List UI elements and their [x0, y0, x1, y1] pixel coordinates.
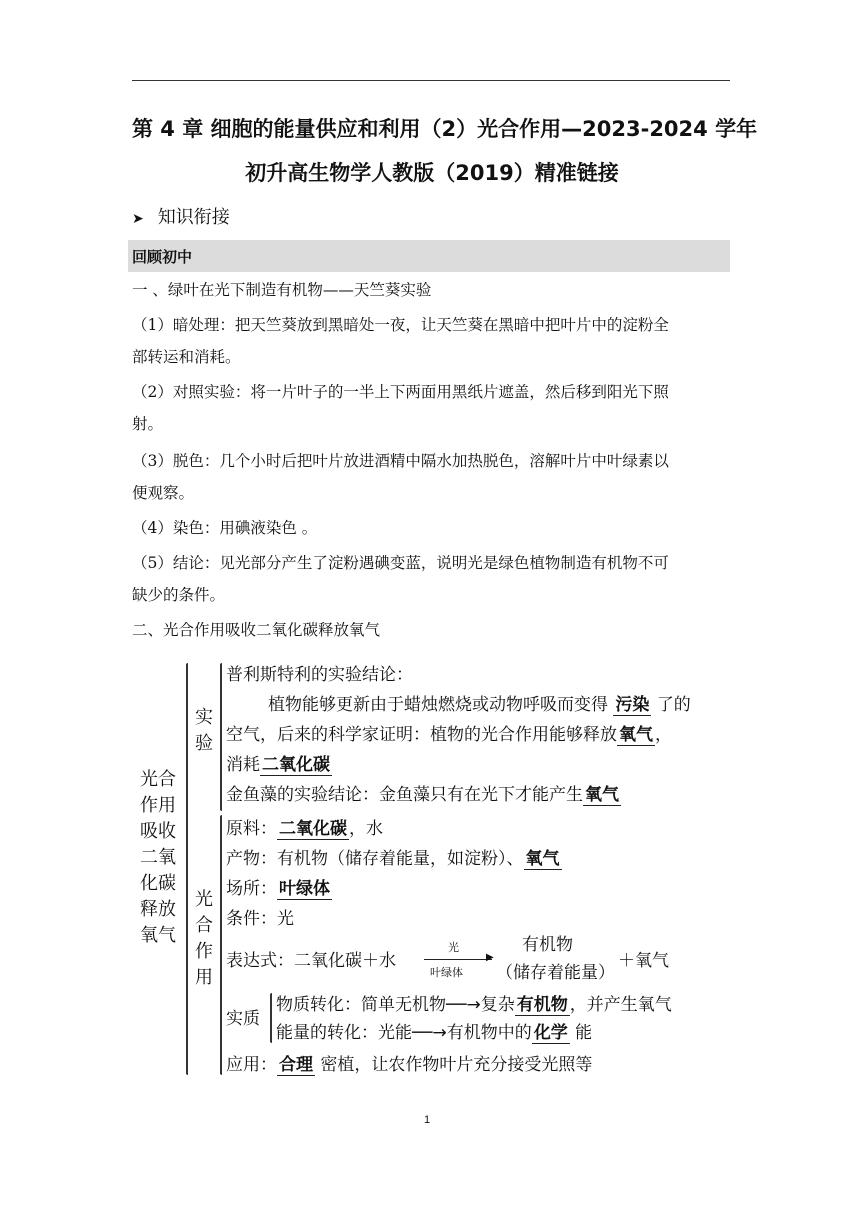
- ps-essence-matter: 物质转化：简单无机物──→复杂 有机物 ，并产生氧气: [276, 995, 672, 1015]
- ps-raw-materials: 原料： 二氧化碳 ，水: [226, 819, 383, 839]
- ps-expression-end: ＋氧气: [618, 951, 669, 971]
- paragraph: （4）染色：用碘液染色 。: [132, 519, 318, 537]
- ps-essence-energy: 能量的转化：光能──→有机物中的 化学 能: [276, 1023, 593, 1043]
- paragraph: 射。: [132, 415, 164, 433]
- paragraph: 部转运和消耗。: [132, 348, 241, 366]
- review-banner-label: 回顾初中: [132, 248, 193, 266]
- review-banner: [128, 240, 730, 272]
- page-number: 1: [424, 1114, 431, 1126]
- photosynthesis-brace: [220, 815, 222, 1075]
- reaction-arrow: [424, 959, 492, 960]
- branch-experiment-label: 实验: [195, 707, 213, 754]
- exp-line-3: 空气，后来的科学家证明：植物的光合作用能够释放 氧气 ，: [226, 725, 672, 745]
- exp-line-1: 普利斯特利的实验结论：: [226, 665, 413, 685]
- arrow-head-icon: ▶: [486, 952, 494, 963]
- ps-site: 场所： 叶绿体: [226, 879, 330, 899]
- exp-line-5: 金鱼藻的实验结论：金鱼藻只有在光下才能产生 氧气: [226, 785, 619, 805]
- answer-chemical: 化学: [533, 1023, 568, 1043]
- paragraph: 便观察。: [132, 484, 195, 502]
- exp-line-2: 植物能够更新由于蜡烛燃烧或动物呼吸而变得 污染 了的: [268, 695, 691, 715]
- paragraph: 二、光合作用吸收二氧化碳释放氧气: [132, 621, 381, 639]
- paragraph: 缺少的条件。: [132, 586, 226, 604]
- paragraph: 一 、绿叶在光下制造有机物——天竺葵实验: [132, 281, 432, 299]
- ps-condition: 条件：光: [226, 909, 294, 929]
- essence-brace: [270, 993, 272, 1043]
- answer-oxygen: 氧气: [585, 785, 619, 805]
- paragraph: （1）暗处理：把天竺葵放到黑暗处一夜，让天竺葵在黑暗中把叶片中的淀粉全: [132, 316, 669, 334]
- ps-expression-product-note: （储存着能量）: [496, 963, 615, 983]
- section-heading-text: 知识衔接: [157, 207, 230, 228]
- photosynthesis-concept-diagram: [138, 655, 778, 1085]
- paragraph: （3）脱色：几个小时后把叶片放进酒精中隔水加热脱色，溶解叶片中叶绿素以: [132, 452, 669, 470]
- answer-carbon-dioxide: 二氧化碳: [262, 755, 330, 775]
- ps-application: 应用： 合理 密植，让农作物叶片充分接受光照等: [226, 1055, 593, 1075]
- answer-organic-matter: 有机物: [516, 995, 568, 1015]
- document-title-line2: 初升高生物学人教版（2019）精准链接: [245, 161, 619, 185]
- answer-carbon-dioxide: 二氧化碳: [279, 819, 347, 839]
- answer-oxygen: 氧气: [525, 849, 560, 869]
- paragraph: （5）结论：见光部分产生了淀粉遇碘变蓝，说明光是绿色植物制造有机物不可: [132, 554, 669, 572]
- section-heading: [132, 203, 230, 229]
- document-title-line1: 第 4 章 细胞的能量供应和利用（2）光合作用—2023-2024 学年: [132, 117, 758, 141]
- ps-products: 产物：有机物（储存着能量，如淀粉）、 氧气: [226, 849, 560, 869]
- header-rule: [132, 80, 730, 81]
- ps-expression-start: 表达式：二氧化碳＋水: [226, 951, 396, 971]
- experiment-brace: [220, 663, 222, 811]
- paragraph: （2）对照实验：将一片叶子的一半上下两面用黑纸片遮盖，然后移到阳光下照: [132, 383, 669, 401]
- ps-expression-chloroplast: 叶绿体: [430, 966, 463, 979]
- answer-oxygen: 氧气: [619, 725, 653, 745]
- ps-expression-light: 光: [448, 941, 459, 954]
- root-brace: [186, 663, 188, 1075]
- answer-reasonable: 合理: [279, 1055, 313, 1075]
- branch-photosynthesis-label: 光合作用: [195, 889, 213, 988]
- arrow-bullet-icon: ➤: [132, 211, 144, 227]
- ps-essence-label: 实质: [226, 1009, 260, 1029]
- diagram-root-label: 光合作用吸收二氧化碳释放氧气: [140, 769, 176, 946]
- answer-chloroplast: 叶绿体: [279, 879, 330, 899]
- answer-pollution: 污染: [615, 695, 650, 715]
- exp-line-4: 消耗 二氧化碳: [226, 755, 330, 775]
- ps-expression-product: 有机物: [522, 935, 573, 955]
